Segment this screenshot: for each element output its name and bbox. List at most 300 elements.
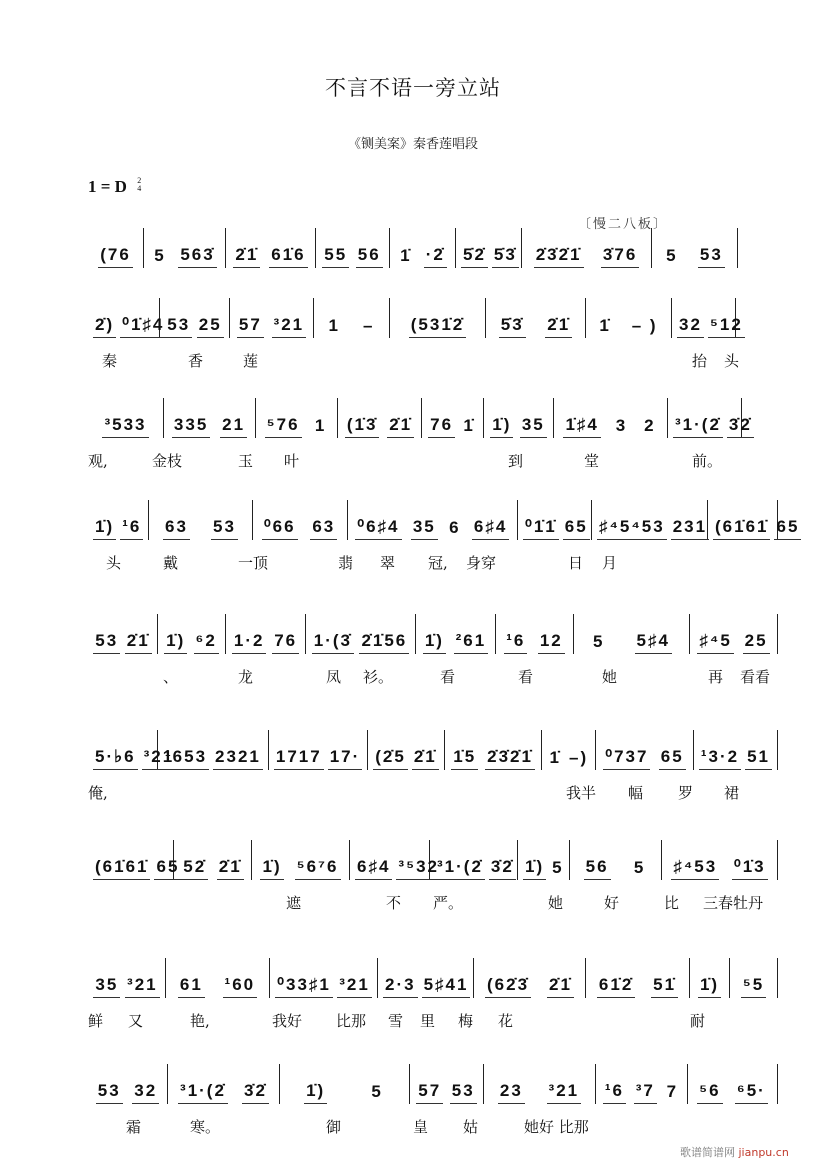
note-group: 1̇) xyxy=(164,631,187,654)
notation-row xyxy=(88,730,778,770)
score-line xyxy=(88,840,778,930)
measure xyxy=(416,614,496,654)
score-line xyxy=(88,398,778,488)
note-group: 5̇2̇ xyxy=(461,245,488,268)
note-group: 2 xyxy=(644,416,656,435)
note-group: ♯⁴5⁴53 xyxy=(597,517,667,540)
note-group: 2·3 xyxy=(383,975,418,998)
note-group: ⁰1̇3 xyxy=(732,857,768,880)
lyric: 严。 xyxy=(433,894,464,912)
note-group: 5♯41 xyxy=(422,975,471,998)
note-group: 6 xyxy=(449,518,461,537)
note-group: ·2̇ xyxy=(424,245,447,268)
note-group: 1̇ xyxy=(463,416,475,435)
score-line xyxy=(88,500,800,590)
notation-row xyxy=(88,500,800,540)
lyrics-row xyxy=(88,350,778,374)
lyrics-row xyxy=(88,552,778,576)
lyric: 月 xyxy=(602,554,618,572)
lyric: 比 xyxy=(664,894,680,912)
note-group: –) xyxy=(568,748,589,767)
lyric: 鲜 xyxy=(88,1012,104,1030)
note-group: ⁵6⁷6 xyxy=(295,857,341,880)
measure xyxy=(574,614,690,654)
note-group: 5 xyxy=(633,858,646,877)
note-group: 53 xyxy=(211,517,238,540)
measure xyxy=(252,840,350,880)
note-group: ⁶2 xyxy=(194,631,219,654)
note-group: 1̇ xyxy=(599,316,611,335)
lyric: 一顶 xyxy=(238,554,269,572)
note-group: ⁶5· xyxy=(735,1081,768,1104)
measure xyxy=(338,398,422,438)
lyric: 翡 xyxy=(338,554,354,572)
note-group: 76 xyxy=(428,415,455,438)
measure xyxy=(586,958,690,998)
lyric: 头 xyxy=(106,554,122,572)
lyric: 耐 xyxy=(690,1012,706,1030)
measure xyxy=(690,958,730,998)
note-group: 57 xyxy=(416,1081,443,1104)
time-signature xyxy=(137,177,141,193)
note-group: 1̇) xyxy=(523,857,546,880)
note-group: 1̇♯4 xyxy=(563,415,600,438)
note-group: 335 xyxy=(172,415,210,438)
measure xyxy=(158,730,269,770)
measure xyxy=(430,840,518,880)
watermark-url: jianpu.cn xyxy=(738,1146,789,1159)
note-group: 65 xyxy=(154,857,181,880)
lyric: 冠, xyxy=(428,554,448,572)
note-group: 55 xyxy=(322,245,349,268)
measure xyxy=(662,840,778,880)
measure xyxy=(570,840,662,880)
note-group: 7 xyxy=(666,1082,679,1101)
note-group: 63 xyxy=(310,517,337,540)
note-group: ³1·(2̇ xyxy=(178,1081,228,1104)
note-group: 1̇ xyxy=(549,748,561,767)
measure xyxy=(694,730,778,770)
note-group: 1·(3̇ xyxy=(312,631,354,654)
measure xyxy=(164,398,256,438)
score-line xyxy=(88,614,778,704)
note-group: ⁰66 xyxy=(262,517,298,540)
measure xyxy=(253,500,348,540)
note-group: ³21 xyxy=(125,975,160,998)
note-group: 1 xyxy=(328,316,340,335)
measure xyxy=(226,614,306,654)
song-subtitle: 《铡美案》秦香莲唱段 xyxy=(347,137,478,152)
note-group: 5 xyxy=(371,1082,383,1101)
measure xyxy=(350,840,439,880)
note-group: 2̇1̇ xyxy=(547,975,574,998)
lyrics-row xyxy=(88,1010,778,1034)
note-group: 53 xyxy=(698,245,725,268)
note-group: 53 xyxy=(450,1081,477,1104)
watermark-cn: 歌谱简谱网 xyxy=(680,1146,735,1159)
measure xyxy=(708,500,800,540)
time-signature-top: 2 xyxy=(137,176,142,185)
lyric: 遮 xyxy=(286,894,302,912)
measure xyxy=(652,228,738,268)
note-group: ⁵76 xyxy=(265,415,302,438)
measure xyxy=(306,614,416,654)
note-group: ♯⁴53 xyxy=(671,857,719,880)
lyric: 翠 xyxy=(380,554,396,572)
note-group: 5 xyxy=(552,858,564,877)
note-group: ⁰1̇1̇ xyxy=(523,517,559,540)
note-group: 65 xyxy=(774,517,801,540)
lyric: 寒。 xyxy=(190,1118,221,1136)
note-group: 51̇ xyxy=(651,975,678,998)
lyric: 抬 xyxy=(692,352,708,370)
note-group: ¹3·2 xyxy=(699,747,741,770)
note-group: ⁰737 xyxy=(603,747,650,770)
note-group: 32 xyxy=(132,1081,159,1104)
note-group: ¹6 xyxy=(120,517,143,540)
notation-row xyxy=(88,614,778,654)
lyric: 头 xyxy=(724,352,740,370)
lyric: 堂 xyxy=(584,452,600,470)
note-group: ³⁵32 xyxy=(396,857,441,880)
note-group: 2̇1̇ xyxy=(387,415,414,438)
measure xyxy=(390,298,486,338)
note-group: (61̇61̇ xyxy=(713,517,770,540)
note-group: 76 xyxy=(272,631,299,654)
note-group: ²61 xyxy=(454,631,489,654)
measure xyxy=(168,1064,280,1104)
lyric: 花 xyxy=(498,1012,514,1030)
note-group: 2̇3̇2̇1̇ xyxy=(534,245,584,268)
notation-row xyxy=(88,1064,778,1104)
note-group: ⁰33♯1 xyxy=(275,975,333,998)
measure xyxy=(668,398,752,438)
lyrics-row xyxy=(88,782,778,806)
lyric: 里 xyxy=(420,1012,436,1030)
measure xyxy=(554,398,668,438)
measure xyxy=(484,1064,596,1104)
tempo-marking: 〔慢二八板〕 xyxy=(578,217,669,232)
note-group: ¹60 xyxy=(223,975,258,998)
lyric: 不 xyxy=(386,894,402,912)
note-group: ³21 xyxy=(337,975,372,998)
note-group: ⁵5 xyxy=(741,975,766,998)
note-group: 3̇2̇ xyxy=(489,857,516,880)
note-group: 12 xyxy=(538,631,565,654)
note-group: 5♯4 xyxy=(635,631,672,654)
notation-row xyxy=(88,958,778,998)
note-group: 1̇) xyxy=(93,517,116,540)
lyric: 梅 xyxy=(458,1012,474,1030)
time-signature-bottom: 4 xyxy=(137,184,142,193)
lyrics-row xyxy=(88,666,778,690)
note-group: 5·♭6 xyxy=(93,747,138,770)
note-group: 1̇5 xyxy=(451,747,478,770)
score-line xyxy=(88,730,778,820)
note-group: (1̇3̇ xyxy=(345,415,380,438)
note-group: 1717 xyxy=(274,747,324,770)
measure xyxy=(144,228,226,268)
measure xyxy=(88,614,158,654)
measure xyxy=(149,500,252,540)
measure xyxy=(672,298,743,338)
lyric: 她 xyxy=(602,668,618,686)
measure xyxy=(316,228,390,268)
note-group: 25 xyxy=(743,631,770,654)
measure xyxy=(314,298,390,338)
notation-row xyxy=(88,840,778,880)
measure xyxy=(88,1064,168,1104)
measure xyxy=(518,840,570,880)
lyric: 戴 xyxy=(163,554,179,572)
measure xyxy=(484,398,554,438)
measure xyxy=(592,500,708,540)
note-group: 5̇3̇ xyxy=(499,315,526,338)
lyric: 三春牡丹 xyxy=(703,894,764,912)
lyric: 看 xyxy=(518,668,534,686)
note-group: ¹6 xyxy=(603,1081,626,1104)
note-group: ³1·(2̇ xyxy=(435,857,485,880)
note-group: ♯⁴5 xyxy=(697,631,733,654)
note-group: 63 xyxy=(163,517,190,540)
note-group: ⁵12 xyxy=(708,315,745,338)
lyric: 龙 xyxy=(238,668,254,686)
note-group: 53 xyxy=(165,315,192,338)
note-group: 35 xyxy=(520,415,547,438)
note-group: 2321 xyxy=(213,747,263,770)
note-group: (62̇3̇ xyxy=(485,975,531,998)
key-label: 1 = D xyxy=(88,177,127,196)
lyric: 凤 xyxy=(326,668,342,686)
measure xyxy=(486,298,586,338)
note-group: 3̇2̇ xyxy=(242,1081,269,1104)
lyric: 幅 xyxy=(628,784,644,802)
measure xyxy=(348,500,518,540)
note-group: ³533 xyxy=(102,415,148,438)
measure xyxy=(280,1064,410,1104)
note-group: 3 xyxy=(615,416,628,435)
measure xyxy=(542,730,596,770)
note-group: 61̇2̇ xyxy=(597,975,635,998)
measure xyxy=(390,228,456,268)
measure xyxy=(256,398,338,438)
notation-row xyxy=(88,228,778,268)
lyric: 莲 xyxy=(243,352,259,370)
note-group: 61̇6 xyxy=(269,245,307,268)
note-group: 1̇) xyxy=(698,975,721,998)
note-group: – xyxy=(363,316,375,335)
note-group: 25 xyxy=(197,315,224,338)
measure xyxy=(230,298,314,338)
measure xyxy=(690,614,778,654)
note-group: (531̇2̇ xyxy=(409,315,466,338)
lyric: 罗 xyxy=(678,784,694,802)
note-group: 57 xyxy=(237,315,264,338)
lyric: 秦 xyxy=(102,352,118,370)
song-title: 不言不语一旁立站 xyxy=(325,76,501,100)
lyrics-row xyxy=(88,450,778,474)
lyric: 到 xyxy=(508,452,524,470)
score-line xyxy=(88,298,778,388)
measure xyxy=(688,1064,778,1104)
note-group: 563̇ xyxy=(178,245,216,268)
note-group: 5 xyxy=(593,632,605,651)
score-line xyxy=(88,958,778,1048)
note-group: ³21 xyxy=(142,747,177,770)
note-group: 1̇ xyxy=(400,246,412,265)
note-group: 2̇1̇ xyxy=(233,245,260,268)
note-group: ¹6 xyxy=(504,631,527,654)
note-group: 32 xyxy=(677,315,704,338)
notation-row xyxy=(88,398,778,438)
lyric: 日 xyxy=(568,554,584,572)
notation-row xyxy=(88,298,778,338)
lyric: 、 xyxy=(163,668,179,686)
lyric: 叶 xyxy=(284,452,300,470)
lyric: 香 xyxy=(188,352,204,370)
lyric: 好 xyxy=(604,894,620,912)
measure xyxy=(730,958,778,998)
note-group: ¹653 xyxy=(163,747,209,770)
note-group: 6♯4 xyxy=(472,517,509,540)
note-group: 3̇2̇ xyxy=(727,415,754,438)
measure xyxy=(88,228,144,268)
note-group: 1̇) xyxy=(304,1081,327,1104)
lyric: 前。 xyxy=(692,452,723,470)
lyric: 艳, xyxy=(190,1012,210,1030)
note-group: 61 xyxy=(178,975,205,998)
note-group: ³7 xyxy=(634,1081,657,1104)
lyric: 玉 xyxy=(238,452,254,470)
note-group: 5̇3̇ xyxy=(492,245,519,268)
lyric: 身穿 xyxy=(466,554,497,572)
measure xyxy=(158,614,226,654)
note-group: 35 xyxy=(93,975,120,998)
note-group: (61̇61̇ xyxy=(93,857,150,880)
note-group: ⁰1̇♯4 xyxy=(120,315,166,338)
score-line xyxy=(88,1064,778,1154)
note-group: 17· xyxy=(328,747,363,770)
lyric: 比那 xyxy=(336,1012,367,1030)
note-group: 2̇1̇ xyxy=(545,315,572,338)
measure xyxy=(88,500,149,540)
watermark xyxy=(680,1144,789,1160)
note-group: 2̇1̇ xyxy=(412,747,439,770)
lyric: 裙 xyxy=(724,784,740,802)
note-group: 65 xyxy=(563,517,590,540)
measure xyxy=(422,398,484,438)
note-group: 2̇1̇ xyxy=(125,631,152,654)
measure xyxy=(445,730,543,770)
measure xyxy=(410,1064,484,1104)
lyric: 又 xyxy=(128,1012,144,1030)
note-group: 231 xyxy=(671,517,709,540)
lyric: 金枝 xyxy=(152,452,183,470)
measure xyxy=(596,730,694,770)
lyric: 她 xyxy=(548,894,564,912)
note-group: – ) xyxy=(631,316,658,335)
measure xyxy=(522,228,652,268)
note-group: 56 xyxy=(584,857,611,880)
measure xyxy=(586,298,672,338)
note-group: ³1·(2̇ xyxy=(673,415,723,438)
note-group: 5 xyxy=(666,246,678,265)
measure xyxy=(496,614,574,654)
measure xyxy=(88,730,175,770)
lyrics-row xyxy=(88,1116,778,1140)
note-group: 53 xyxy=(96,1081,123,1104)
measure xyxy=(88,840,180,880)
note-group: (76 xyxy=(98,245,133,268)
measure xyxy=(174,840,252,880)
measure xyxy=(378,958,474,998)
lyric: 姑 xyxy=(463,1118,479,1136)
note-group: 51 xyxy=(745,747,772,770)
note-group: 1̇) xyxy=(423,631,446,654)
measure xyxy=(368,730,445,770)
note-group: ⁰6♯4 xyxy=(355,517,401,540)
lyric: 衫。 xyxy=(363,668,394,686)
key-signature xyxy=(88,177,141,197)
note-group: (2̇5 xyxy=(373,747,408,770)
note-group: 5 xyxy=(154,246,166,265)
note-group: 21 xyxy=(220,415,247,438)
measure xyxy=(88,398,164,438)
note-group: ³21 xyxy=(547,1081,582,1104)
measure xyxy=(160,298,230,338)
note-group: 35 xyxy=(411,517,438,540)
note-group: 1 xyxy=(314,416,327,435)
measure xyxy=(596,1064,688,1104)
note-group: 2̇) xyxy=(93,315,116,338)
lyric: 雪 xyxy=(388,1012,404,1030)
note-group: 1̇) xyxy=(260,857,283,880)
lyric: 御 xyxy=(326,1118,342,1136)
lyric: 俺, xyxy=(88,784,108,802)
lyric: 再 xyxy=(708,668,724,686)
measure xyxy=(88,298,165,338)
note-group: ⁵6 xyxy=(697,1081,722,1104)
note-group: ³21 xyxy=(272,315,307,338)
lyric: 看看 xyxy=(740,668,771,686)
note-group: 2̇1̇56 xyxy=(359,631,409,654)
measure xyxy=(269,730,368,770)
lyric: 我半 xyxy=(566,784,597,802)
measure xyxy=(456,228,522,268)
note-group: 56 xyxy=(356,245,383,268)
note-group: 23 xyxy=(498,1081,525,1104)
measure xyxy=(226,228,316,268)
measure xyxy=(166,958,270,998)
lyric: 霜 xyxy=(126,1118,142,1136)
note-group: 6♯4 xyxy=(355,857,392,880)
measure xyxy=(270,958,378,998)
note-group: 52̇ xyxy=(181,857,208,880)
lyric: 我好 xyxy=(272,1012,303,1030)
note-group: 3̇76 xyxy=(601,245,639,268)
note-group: 2̇1̇ xyxy=(217,857,244,880)
lyric: 她好 比那 xyxy=(524,1118,589,1136)
note-group: 53 xyxy=(93,631,120,654)
measure xyxy=(88,958,166,998)
lyric: 观, xyxy=(88,452,108,470)
note-group: 2̇3̇2̇1̇ xyxy=(485,747,535,770)
lyric: 皇 xyxy=(413,1118,429,1136)
lyric: 看 xyxy=(440,668,456,686)
measure xyxy=(474,958,586,998)
note-group: 65 xyxy=(659,747,686,770)
note-group: 1·2 xyxy=(232,631,267,654)
